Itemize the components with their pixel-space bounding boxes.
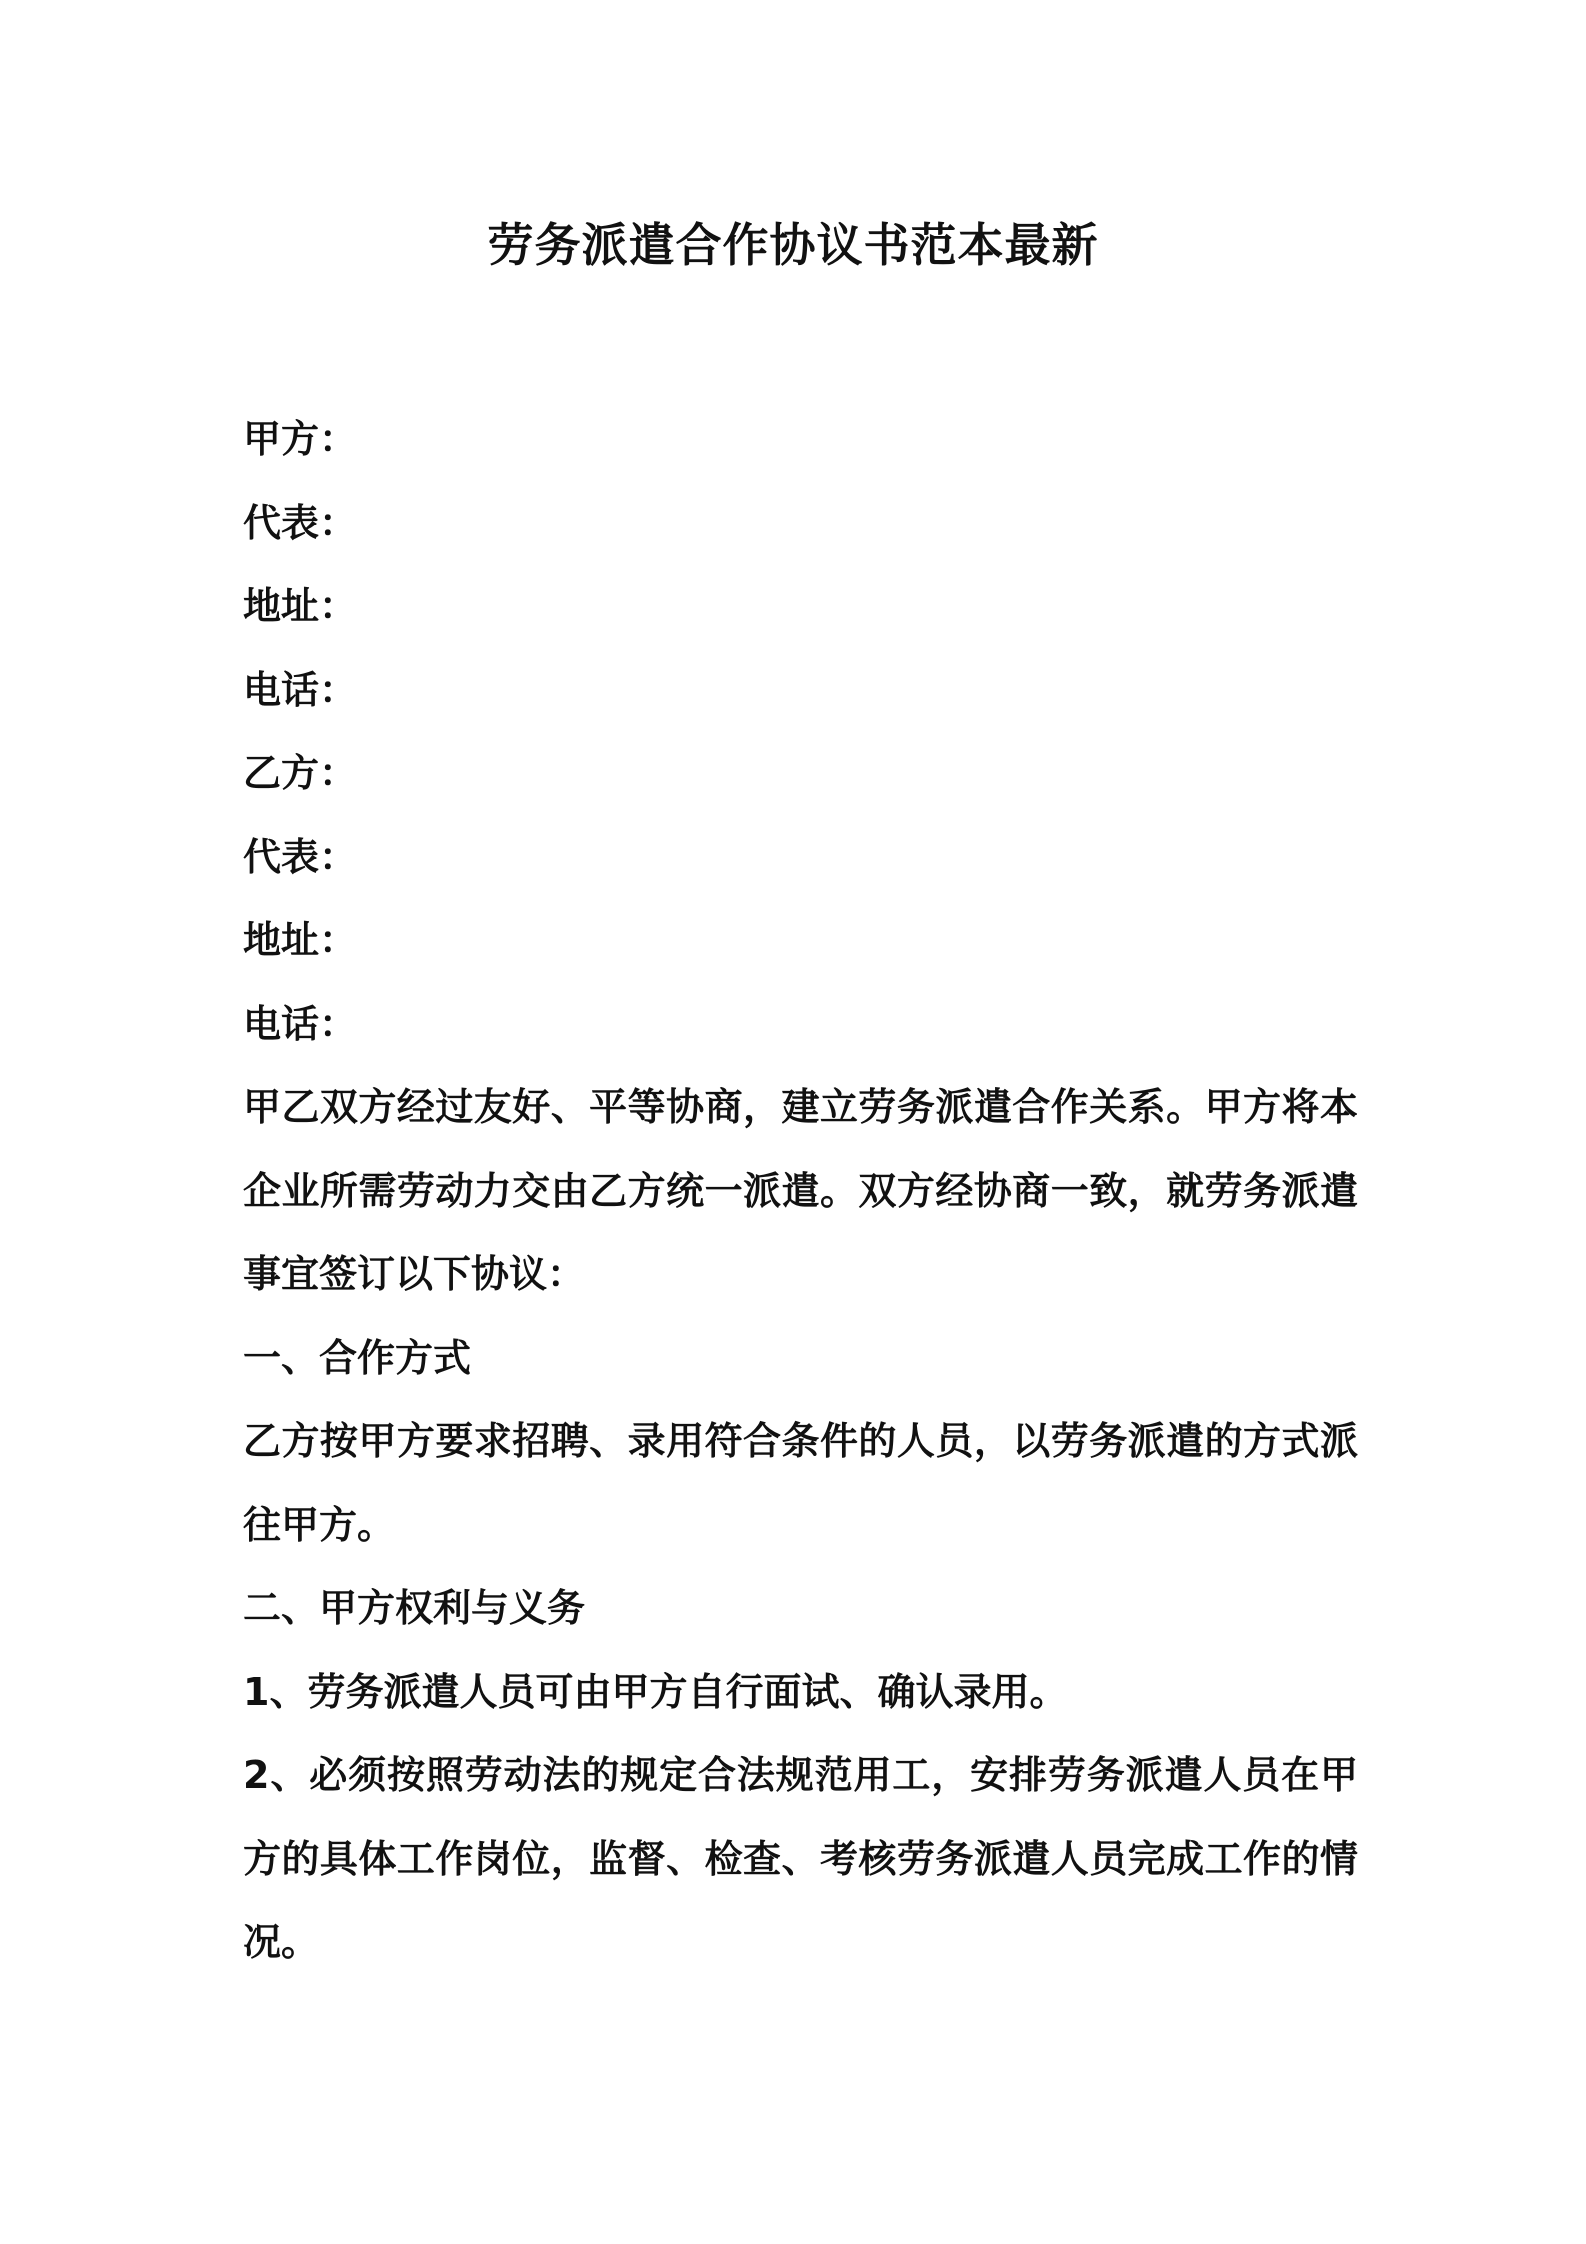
party-a-representative: 代表： <box>243 500 358 545</box>
document-body <box>243 398 1358 1985</box>
party-b-representative: 代表： <box>243 834 358 879</box>
party-a-phone: 电话： <box>243 667 358 712</box>
party-b-label: 乙方： <box>243 751 358 795</box>
party-b-address: 地址： <box>243 918 358 962</box>
intro-paragraph: 甲乙双方经过友好、平等协商，建立劳务派遣合作关系。甲方将本企业所需劳动力交由乙方统一派遣。双方经协商一致，就劳务派遣事宜签订以下协议： <box>243 1085 1358 1296</box>
party-b-phone: 电话： <box>243 1001 358 1046</box>
section-2-item-2: 2、必须按照劳动法的规定合法规范用工，安排劳务派遣人员在甲方的具体工作岗位，监督、检查、考核劳务派遣人员完成工作的情况。 <box>243 1753 1358 1964</box>
section-1-paragraph: 乙方按甲方要求招聘、录用符合条件的人员，以劳务派遣的方式派往甲方。 <box>243 1419 1358 1547</box>
section-2-item-1: 1、劳务派遣人员可由甲方自行面试、确认录用。 <box>243 1669 1068 1714</box>
section-1-heading: 一、合作方式 <box>243 1335 472 1380</box>
party-a-label: 甲方： <box>243 417 358 461</box>
section-2-heading: 二、甲方权利与义务 <box>243 1586 586 1630</box>
party-a-address: 地址： <box>243 584 358 628</box>
document-title: 劳务派遣合作协议书范本最新 <box>487 218 1099 272</box>
